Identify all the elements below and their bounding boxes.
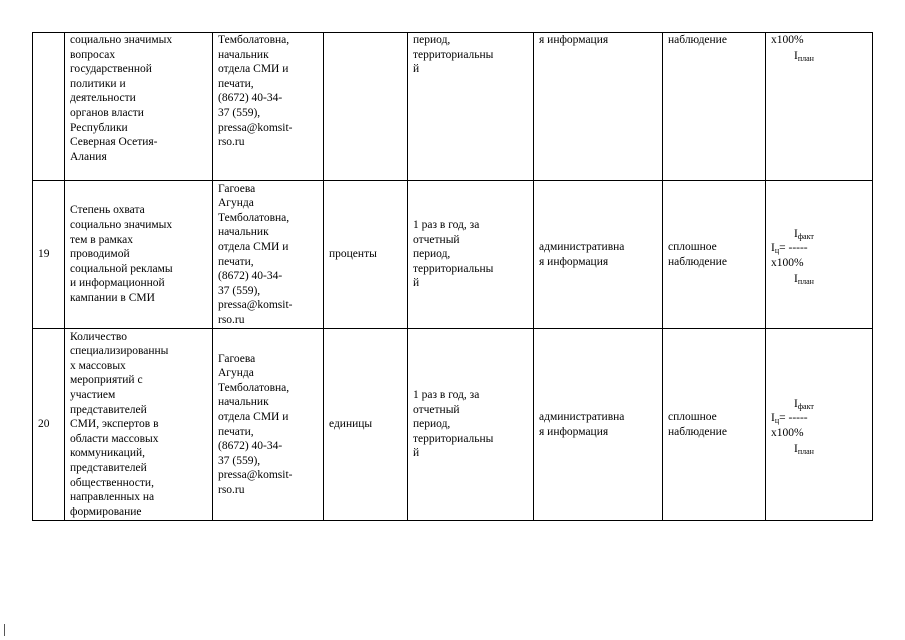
formula-x100: x100% bbox=[771, 34, 804, 46]
data-source: я информация bbox=[534, 33, 663, 181]
calculation-formula bbox=[766, 329, 873, 521]
table-row bbox=[33, 181, 873, 329]
observation-method: сплошное наблюдение bbox=[663, 329, 766, 521]
measure-unit: проценты bbox=[324, 181, 408, 329]
formula-x100: x100% bbox=[771, 427, 804, 439]
collection-frequency: период, территориальны й bbox=[408, 33, 534, 181]
responsible-person: Темболатовна, начальник отдела СМИ и печати, (8672) 40-34- 37 (559), pressa@komsit- rso.ru bbox=[213, 33, 324, 181]
indicator-name: Степень охвата социально значимых тем в рамках проводимой социальной рекламы и информационной кампании в СМИ bbox=[65, 181, 213, 329]
collection-frequency: 1 раз в год, за отчетный период, территориальны й bbox=[408, 329, 534, 521]
row-number: 19 bbox=[33, 181, 65, 329]
observation-method: наблюдение bbox=[663, 33, 766, 181]
measure-unit bbox=[324, 33, 408, 181]
indicators-table bbox=[32, 32, 873, 521]
collection-frequency: 1 раз в год, за отчетный период, территориальны й bbox=[408, 181, 534, 329]
measure-unit: единицы bbox=[324, 329, 408, 521]
calculation-formula bbox=[766, 33, 873, 181]
formula-lhs: $I_ц=$ ----- bbox=[771, 242, 808, 255]
table-row bbox=[33, 33, 873, 181]
formula-lhs: $I_ц=$ ----- bbox=[771, 412, 808, 425]
formula-numerator: $I_{факт}$ bbox=[794, 228, 814, 241]
row-number bbox=[33, 33, 65, 181]
formula-denominator: $I_{план}$ bbox=[794, 273, 814, 286]
calculation-formula bbox=[766, 181, 873, 329]
formula-denominator: $I_{план}$ bbox=[794, 443, 814, 456]
data-source: административна я информация bbox=[534, 329, 663, 521]
table-row bbox=[33, 329, 873, 521]
row-number: 20 bbox=[33, 329, 65, 521]
formula-numerator: $I_{факт}$ bbox=[794, 398, 814, 411]
responsible-person: Гагоева Агунда Темболатовна, начальник отдела СМИ и печати, (8672) 40-34- 37 (559), pressa@komsit- rso.ru bbox=[213, 181, 324, 329]
observation-method: сплошное наблюдение bbox=[663, 181, 766, 329]
indicator-name: социально значимых вопросах государственной политики и деятельности органов власти Республики Северная Осетия- Алания bbox=[65, 33, 213, 181]
data-source: административна я информация bbox=[534, 181, 663, 329]
formula-denominator: $I_{план}$ bbox=[794, 50, 814, 63]
formula-x100: x100% bbox=[771, 257, 804, 269]
responsible-person: Гагоева Агунда Темболатовна, начальник отдела СМИ и печати, (8672) 40-34- 37 (559), pressa@komsit- rso.ru bbox=[213, 329, 324, 521]
page-edge-mark bbox=[4, 624, 5, 636]
indicator-name: Количество специализированны х массовых мероприятий с участием представителей СМИ, экспертов в области массовых коммуникаций, представителей общественности, направленных на формирование bbox=[65, 329, 213, 521]
